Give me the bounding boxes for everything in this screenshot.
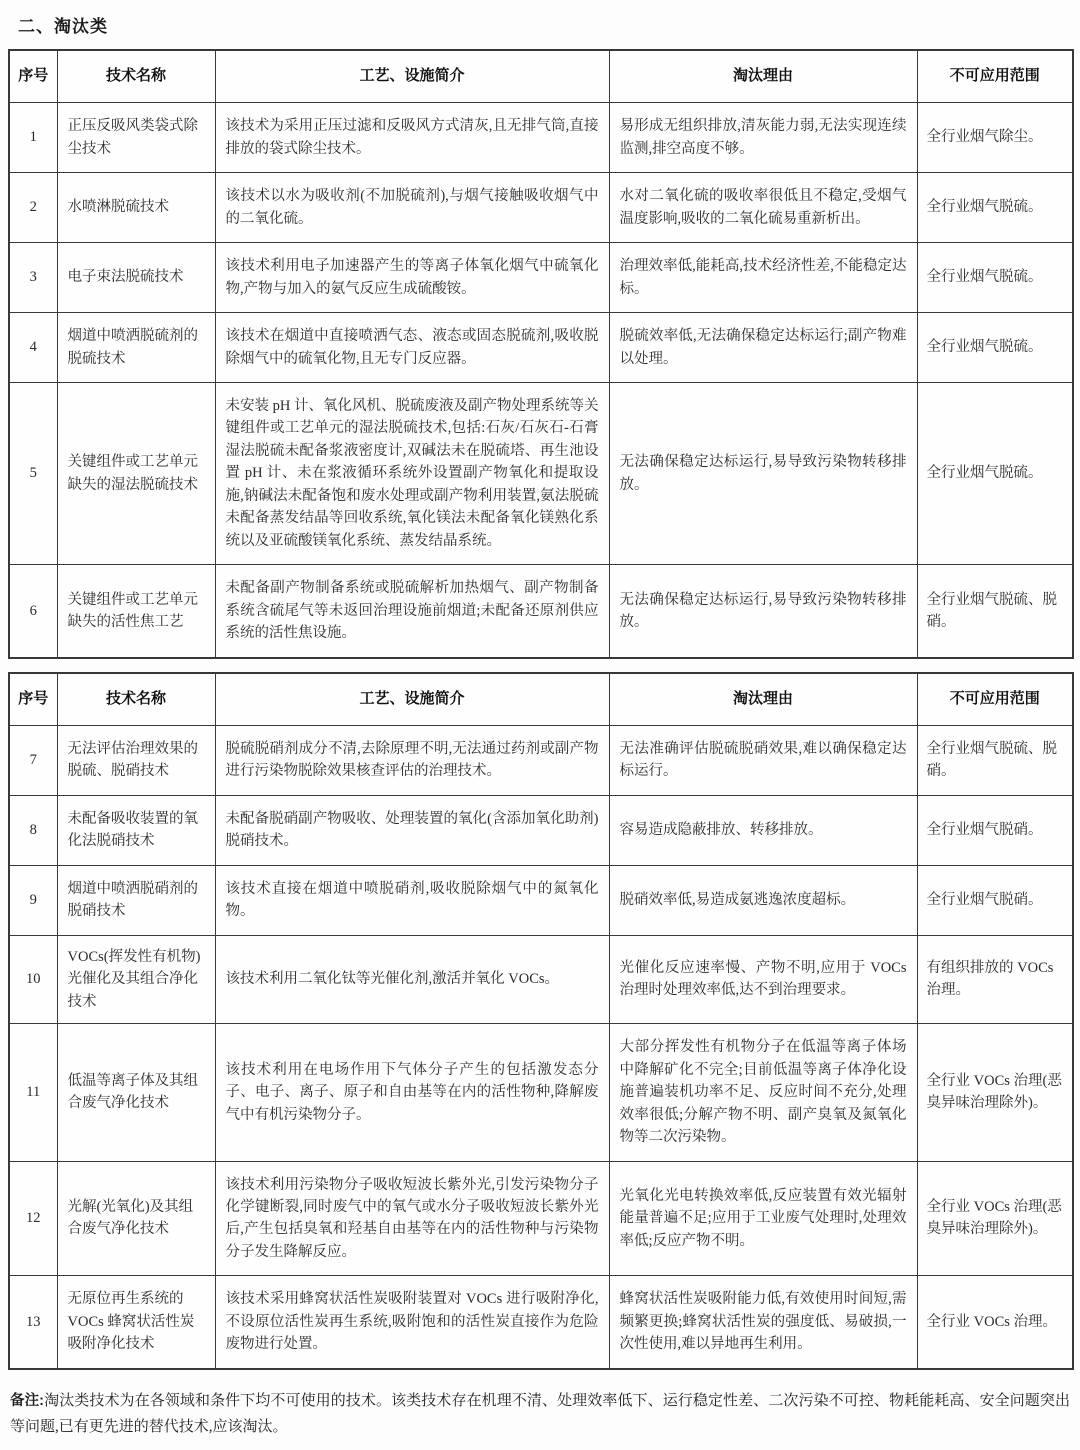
reason-cell: 易形成无组织排放,清灰能力弱,无法实现连续监测,排空高度不够。 [609,103,917,173]
row-number-cell: 7 [9,725,57,795]
header-serial-number: 序号 [9,50,57,103]
process-desc-cell: 该技术利用二氧化钛等光催化剂,激活并氧化 VOCs。 [215,935,609,1023]
tech-name-cell: 烟道中喷洒脱硝剂的脱硝技术 [57,865,215,935]
table-row [9,1276,1073,1369]
table-row [9,243,1073,313]
row-number-cell: 2 [9,173,57,243]
reason-cell: 脱硫效率低,无法确保稳定达标运行;副产物难以处理。 [609,313,917,383]
header-inapplicable-scope: 不可应用范围 [917,50,1073,103]
header-serial-number: 序号 [9,673,57,726]
header-process-desc: 工艺、设施简介 [215,673,609,726]
scope-cell: 有组织排放的 VOCs 治理。 [917,935,1073,1023]
process-desc-cell: 脱硫脱硝剂成分不清,去除原理不明,无法通过药剂或副产物进行污染物脱除效果核查评估的治理技术。 [215,725,609,795]
scope-cell: 全行业烟气脱硫。 [917,383,1073,565]
row-number-cell: 8 [9,795,57,865]
table-row [9,383,1073,565]
scope-cell: 全行业 VOCs 治理(恶臭异味治理除外)。 [917,1024,1073,1161]
tech-name-cell: VOCs(挥发性有机物)光催化及其组合净化技术 [57,935,215,1023]
tech-name-cell: 无法评估治理效果的脱硫、脱硝技术 [57,725,215,795]
scope-cell: 全行业烟气脱硫、脱硝。 [917,565,1073,658]
scope-cell: 全行业烟气脱硫。 [917,173,1073,243]
scope-cell: 全行业烟气脱硫、脱硝。 [917,725,1073,795]
table-row [9,313,1073,383]
header-tech-name: 技术名称 [57,50,215,103]
process-desc-cell: 该技术直接在烟道中喷脱硝剂,吸收脱除烟气中的氮氧化物。 [215,865,609,935]
tech-name-cell: 低温等离子体及其组合废气净化技术 [57,1024,215,1161]
reason-cell: 脱硝效率低,易造成氨逃逸浓度超标。 [609,865,917,935]
table-row [9,1161,1073,1276]
row-number-cell: 10 [9,935,57,1023]
scope-cell: 全行业 VOCs 治理。 [917,1276,1073,1369]
process-desc-cell: 该技术利用电子加速器产生的等离子体氧化烟气中硫氧化物,产物与加入的氨气反应生成硫酸铵。 [215,243,609,313]
tech-name-cell: 烟道中喷洒脱硫剂的脱硫技术 [57,313,215,383]
process-desc-cell: 未配备脱硝副产物吸收、处理装置的氧化(含添加氧化助剂)脱硝技术。 [215,795,609,865]
row-number-cell: 5 [9,383,57,565]
tech-name-cell: 光解(光氧化)及其组合废气净化技术 [57,1161,215,1276]
header-elimination-reason: 淘汰理由 [609,673,917,726]
process-desc-cell: 该技术采用蜂窝状活性炭吸附装置对 VOCs 进行吸附净化,不设原位活性炭再生系统,吸附饱和的活性炭直接作为危险废物进行处置。 [215,1276,609,1369]
tech-name-cell: 无原位再生系统的 VOCs 蜂窝状活性炭吸附净化技术 [57,1276,215,1369]
table-row [9,795,1073,865]
table-row [9,565,1073,658]
header-tech-name: 技术名称 [57,673,215,726]
scope-cell: 全行业烟气脱硫。 [917,243,1073,313]
tech-name-cell: 水喷淋脱硫技术 [57,173,215,243]
process-desc-cell: 该技术利用在电场作用下气体分子产生的包括激发态分子、电子、离子、原子和自由基等在内的活性物种,降解废气中有机污染物分子。 [215,1024,609,1161]
process-desc-cell: 该技术以水为吸收剂(不加脱硫剂),与烟气接触吸收烟气中的二氧化硫。 [215,173,609,243]
footnote [10,1388,1070,1441]
process-desc-cell: 该技术利用污染物分子吸收短波长紫外光,引发污染物分子化学键断裂,同时废气中的氧气或水分子吸收短波长紫外光后,产生包括臭氧和羟基自由基等在内的活性物种与污染物分子发生降解反应。 [215,1161,609,1276]
table-row [9,173,1073,243]
table-row [9,865,1073,935]
header-elimination-reason: 淘汰理由 [609,50,917,103]
reason-cell: 光氧化光电转换效率低,反应装置有效光辐射能量普遍不足;应用于工业废气处理时,处理效率低;反应产物不明。 [609,1161,917,1276]
eliminated-tech-table-1 [8,49,1074,659]
scope-cell: 全行业烟气脱硝。 [917,865,1073,935]
process-desc-cell: 未配备副产物制备系统或脱硫解析加热烟气、副产物制备系统含硫尾气等未返回治理设施前烟道;未配备还原剂供应系统的活性焦设施。 [215,565,609,658]
process-desc-cell: 该技术在烟道中直接喷洒气态、液态或固态脱硫剂,吸收脱除烟气中的硫氧化物,且无专门反应器。 [215,313,609,383]
process-desc-cell: 该技术为采用正压过滤和反吸风方式清灰,且无排气筒,直接排放的袋式除尘技术。 [215,103,609,173]
eliminated-tech-table-2 [8,672,1074,1370]
row-number-cell: 9 [9,865,57,935]
table-header-row [9,50,1073,103]
row-number-cell: 1 [9,103,57,173]
scope-cell: 全行业 VOCs 治理(恶臭异味治理除外)。 [917,1161,1073,1276]
tech-name-cell: 电子束法脱硫技术 [57,243,215,313]
reason-cell: 容易造成隐蔽排放、转移排放。 [609,795,917,865]
footnote-label: 备注: [10,1392,45,1409]
row-number-cell: 12 [9,1161,57,1276]
row-number-cell: 13 [9,1276,57,1369]
footnote-text: 淘汰类技术为在各领域和条件下均不可使用的技术。该类技术存在机理不清、处理效率低下、运行稳定性差、二次污染不可控、物耗能耗高、安全问题突出等问题,已有更先进的替代技术,应该淘汰。 [10,1392,1070,1436]
tech-name-cell: 正压反吸风类袋式除尘技术 [57,103,215,173]
row-number-cell: 11 [9,1024,57,1161]
header-inapplicable-scope: 不可应用范围 [917,673,1073,726]
tech-name-cell: 未配备吸收装置的氧化法脱硝技术 [57,795,215,865]
reason-cell: 治理效率低,能耗高,技术经济性差,不能稳定达标。 [609,243,917,313]
reason-cell: 蜂窝状活性炭吸附能力低,有效使用时间短,需频繁更换;蜂窝状活性炭的强度低、易破损,一次性使用,难以异地再生利用。 [609,1276,917,1369]
row-number-cell: 3 [9,243,57,313]
header-process-desc: 工艺、设施简介 [215,50,609,103]
scope-cell: 全行业烟气脱硝。 [917,795,1073,865]
table-row [9,725,1073,795]
reason-cell: 无法确保稳定达标运行,易导致污染物转移排放。 [609,383,917,565]
table-row [9,103,1073,173]
reason-cell: 光催化反应速率慢、产物不明,应用于 VOCs 治理时处理效率低,达不到治理要求。 [609,935,917,1023]
scope-cell: 全行业烟气除尘。 [917,103,1073,173]
tech-name-cell: 关键组件或工艺单元缺失的湿法脱硫技术 [57,383,215,565]
row-number-cell: 4 [9,313,57,383]
tech-name-cell: 关键组件或工艺单元缺失的活性焦工艺 [57,565,215,658]
row-number-cell: 6 [9,565,57,658]
reason-cell: 大部分挥发性有机物分子在低温等离子体场中降解矿化不完全;目前低温等离子体净化设施普遍装机功率不足、反应时间不充分,处理效率很低;分解产物不明、副产臭氧及氮氧化物等二次污染物。 [609,1024,917,1161]
section-title: 二、淘汰类 [18,17,108,36]
table-header-row [9,673,1073,726]
reason-cell: 无法准确评估脱硫脱硝效果,难以确保稳定达标运行。 [609,725,917,795]
scope-cell: 全行业烟气脱硫。 [917,313,1073,383]
reason-cell: 无法确保稳定达标运行,易导致污染物转移排放。 [609,565,917,658]
reason-cell: 水对二氧化硫的吸收率很低且不稳定,受烟气温度影响,吸收的二氧化硫易重新析出。 [609,173,917,243]
process-desc-cell: 未安装 pH 计、氧化风机、脱硫废液及副产物处理系统等关键组件或工艺单元的湿法脱硫技术,包括:石灰/石灰石-石膏湿法脱硫未配备浆液密度计,双碱法未在脱硫塔、再生池设置 pH 计、未在浆液循环系统外设置副产物氧化和提取设施,钠碱法未配备饱和废水处理或副产物利用装置,氨法脱硫未配备蒸发结晶等回收系统,氧化镁法未配备氧化镁熟化系统以及亚硫酸镁氧化系统、蒸发结晶系统。 [215,383,609,565]
table-row [9,935,1073,1023]
table-row [9,1024,1073,1161]
